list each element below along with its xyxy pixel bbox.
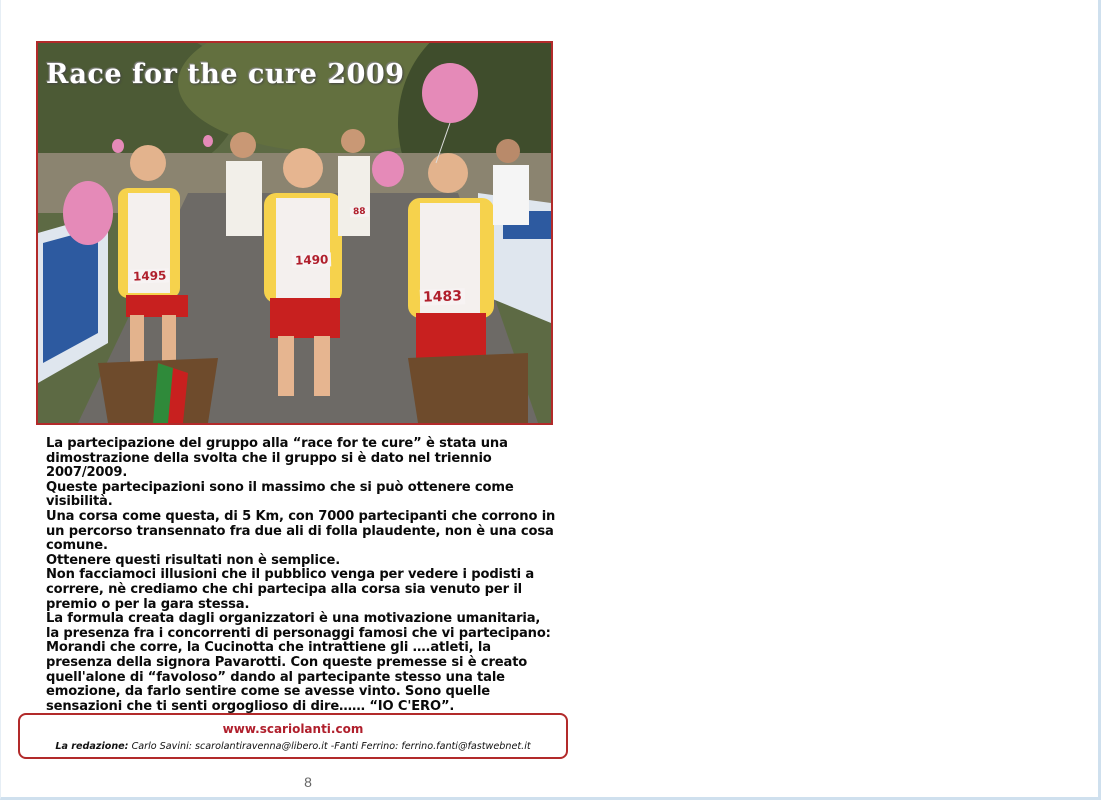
editorial-credits — [20, 741, 566, 752]
bib-number: 1495 — [130, 268, 170, 283]
photo-title: Race for the cure 2009 — [46, 59, 405, 90]
credits-text: Carlo Savini: scarolantiravenna@libero.it -Fanti Ferrino: ferrino.fanti@fastwebnet.it — [128, 741, 531, 752]
article-paragraph: Ottenere questi risultati non è semplice. — [46, 552, 341, 568]
bib-number: 1490 — [292, 252, 332, 267]
bib-number: 1483 — [420, 288, 465, 306]
race-photo — [36, 41, 553, 425]
article-paragraph: Una corsa come questa, di 5 Km, con 7000 partecipanti che corrono in un percorso transennato fra due ali di folla plaudente, non è una cosa comune. — [46, 508, 556, 554]
article-paragraph: Non facciamoci illusioni che il pubblico venga per vedere i podisti a correre, nè crediamo che chi partecipa alla corsa sia venuto per il premio o per la gara stessa. — [46, 567, 535, 612]
credits-label: La redazione: — [55, 741, 129, 752]
page-number: 8 — [304, 774, 312, 790]
bib-number: 88 — [350, 207, 369, 218]
article-body — [46, 437, 556, 714]
article-paragraph: La formula creata dagli organizzatori è una motivazione umanitaria, la presenza fra i concorrenti di personaggi famosi che vi partecipano: Morandi che corre, la Cucinotta che intrattiene gli ….atleti, la presenza della signora Pavarotti. Con queste premesse si è creato quell'alone di “favoloso” dando al partecipante stesso una tale emozione, da farlo sentire come se avesse vinto. Sono quelle sensazioni che ti senti orgoglioso di dire…… “IO C'ERO”. — [46, 611, 551, 714]
footer-box — [18, 713, 568, 759]
photo-illustration — [38, 43, 551, 423]
website-link[interactable]: www.scariolanti.com — [222, 722, 364, 736]
article-paragraph: Queste partecipazioni sono il massimo che si può ottenere come visibilità. — [46, 479, 514, 510]
article-paragraph: La partecipazione del gruppo alla “race for te cure” è stata una dimostrazione della svolta che il gruppo si è dato nel triennio 2007/2009. — [46, 436, 508, 481]
